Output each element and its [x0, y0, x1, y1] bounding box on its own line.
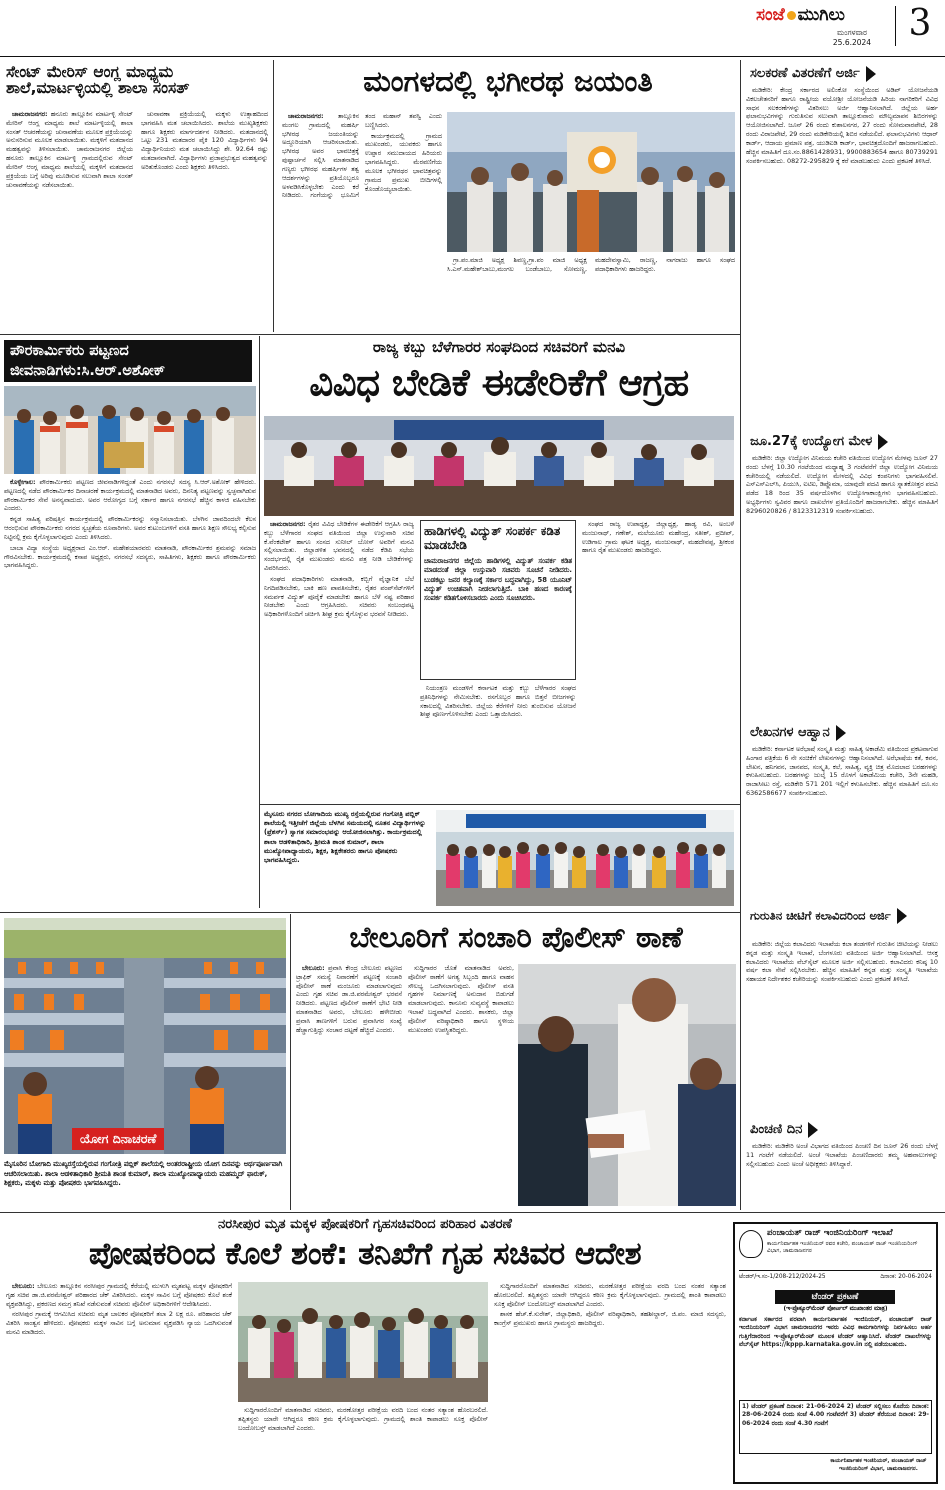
section-rule: [260, 804, 740, 805]
yoga-day-photo-illustration: [4, 918, 286, 1154]
column-rule: [290, 914, 291, 1210]
yoga-label: ಯೋಗ ದಿನಾಚರಣೆ: [72, 1128, 164, 1150]
tender-ref: ಟೆಂಡರ್/ಇ.ಸಂ-1/208-212/2024-25: [739, 1274, 826, 1280]
pourakarmika-photo: [4, 386, 256, 474]
paragraph: ರೈತರ ವಿವಿಧ ಬೇಡಿಕೆಗಳ ಈಡೇರಿಕೆಗೆ ಆಗ್ರಹಿಸಿ ರಾಜ್ಯ ಕಬ್ಬು ಬೆಳೆಗಾರರ ಸಂಘದ ವತಿಯಿಂದ ಜಿಲ್ಲಾ ಉಸ್ತುವಾರಿ ಸಚಿವ ಕೆ.ವೆಂಕಟೇಶ್ ಹಾಗೂ ಸಂಸದ ಸುನೀಲ್ ಬೋಸ್ ಅವರಿಗೆ ಮನವಿ ಸಲ್ಲಿಸಲಾಯಿತು. ಜಿಲ್ಲಾಡಳಿತ ಭವನದಲ್ಲಿ ನಡೆದ ಕೆಡಿಪಿ ಸಭೆಯ ಸಂದರ್ಭದಲ್ಲಿ ರೈತ ಮುಖಂಡರು ಮನವಿ ಪತ್ರ ನೀಡಿ ಬೇಡಿಕೆಗಳನ್ನು ವಿವರಿಸಿದರು.: [264, 520, 414, 573]
yoga-photo: [4, 918, 286, 1154]
paragraph: ಪ್ರವಾಸಿ ಕೇಂದ್ರ ಬೇಲೂರು ಪಟ್ಟಣದ ಟ್ರಾಫಿಕ್ ಸಮಸ್ಯೆ ನಿವಾರಣೆಗೆ ಪಟ್ಟಣಕ್ಕೆ ಸಂಚಾರಿ ಪೊಲೀಸ್ ಠಾಣೆ ಮಂಜೂರು ಮಾಡಲಾಗುವುದು ಎಂದು ಗೃಹ ಸಚಿವ ಡಾ.ಜಿ.ಪರಮೇಶ್ವರ್ ಭರವಸೆ ನೀಡಿದರು. ಪಟ್ಟಣದ ಪೊಲೀಸ್ ಠಾಣೆಗೆ ಭೇಟಿ ನೀಡಿ ಮಾತನಾಡಿದ ಅವರು, ಬೇಲೂರು ಹಳೇಬೀಡು ಪ್ರವಾಸಿ ತಾಣಗಳಿಗೆ ಬರುವ ಪ್ರವಾಸಿಗರ ಸಂಖ್ಯೆ ಹೆಚ್ಚಾಗುತ್ತಿದ್ದು ಸಂಚಾರ ದಟ್ಟಣೆ ಹೆಚ್ಚಿದೆ ಎಂದರು.: [296, 964, 402, 1034]
sidebar-job-fair-body: ಮಡಿಕೇರಿ: ಜಿಲ್ಲಾ ಉದ್ಯೋಗ ವಿನಿಮಯ ಕಚೇರಿ ವತಿಯಿಂದ ಉದ್ಯೋಗ ಮೇಳವು ಜೂನ್ 27 ರಂದು ಬೆಳಗ್ಗೆ 10.30 ಗಂಟೆಯಿಂದ ಮಧ್ಯಾಹ್ನ 3 ಗಂಟೆವರೆಗೆ ಜಿಲ್ಲಾ ಉದ್ಯೋಗ ವಿನಿಮಯ ಕಚೇರಿಯಲ್ಲಿ ನಡೆಯಲಿದೆ. ಉದ್ಯೋಗ ಮೇಳದಲ್ಲಿ ವಿವಿಧ ಕಂಪನಿಗಳು ಭಾಗವಹಿಸಲಿವೆ. ಎಸ್‌ಎಸ್‌ಎಲ್‌ಸಿ, ಪಿಯುಸಿ, ಐಟಿಐ, ಡಿಪ್ಲೊಮಾ, ಯಾವುದೇ ಪದವಿ ಹಾಗೂ ಸ್ನಾತಕೋತ್ತರ ಪದವಿ ಪಡೆದ 18 ರಿಂದ 35 ವರ್ಷದೊಳಗಿನ ಉದ್ಯೋಗಾಕಾಂಕ್ಷಿಗಳು ಭಾಗವಹಿಸಬಹುದು. ಅಭ್ಯರ್ಥಿಗಳು ಸ್ವವಿವರ ಹಾಗೂ ದಾಖಲೆಗಳ ಪ್ರತಿಯೊಂದಿಗೆ ಹಾಜರಾಗಬೇಕು. ಹೆಚ್ಚಿನ ಮಾಹಿತಿಗೆ 8296020826 / 8123312319 ಸಂಪರ್ಕಿಸಬಹುದು.: [746, 454, 938, 515]
belur-police-photo: [518, 964, 736, 1206]
headline-inverse: ಪೌರಕಾರ್ಮಿಕರು ಪಟ್ಟಣದ ಜೀವನಾಡಿಗಳು:ಸಿ.ಆರ್.ಅಶೋಕ್: [4, 340, 252, 382]
paragraph: ಪೌರಕಾರ್ಮಿಕರು ಪಟ್ಟಣದ ಜೀವನಾಡಿಗಳಿದ್ದಂತೆ ಎಂದು ನಗರಸಭೆ ಸದಸ್ಯ ಸಿ.ಆರ್.ಅಶೋಕ್ ಹೇಳಿದರು. ಪಟ್ಟಣದಲ್ಲಿ ನಡೆದ ಪೌರಕಾರ್ಮಿಕರ ದಿನಾಚರಣೆ ಕಾರ್ಯಕ್ರಮದಲ್ಲಿ ಮಾತನಾಡಿದ ಅವರು, ದಿನನಿತ್ಯ ಪಟ್ಟಣವನ್ನು ಸ್ವಚ್ಛವಾಗಿಡುವ ಪೌರಕಾರ್ಮಿಕರ ಸೇವೆ ಅನನ್ಯವಾದುದು. ಅವರ ಆರೋಗ್ಯದ ಬಗ್ಗೆ ಸರ್ಕಾರ ಹಾಗೂ ನಗರಸಭೆ ಹೆಚ್ಚಿನ ಕಾಳಜಿ ವಹಿಸಬೇಕು ಎಂದರು.: [4, 478, 256, 513]
tender-date: ದಿನಾಂಕ: 20-06-2024: [880, 1274, 932, 1280]
compensation-event-photo-illustration: [238, 1282, 488, 1402]
sidebar-heading-articles: ಲೇಖನಗಳ ಆಹ್ವಾನ: [746, 723, 938, 743]
tender-notice: [733, 1222, 938, 1484]
minister-inspection-photo-illustration: [518, 964, 736, 1206]
mysuru-school-caption: ಮೈಸೂರು ನಗರದ ಬೋಗಾದಿಯ ಮುಖ್ಯ ರಸ್ತೆಯಲ್ಲಿರುವ ಗಂಗೋತ್ರಿ ಪಬ್ಲಿಕ್ ಶಾಲೆಯಲ್ಲಿ ಇತ್ತೀಚೆಗೆ ಜಿಲ್ಲೆಯ ಬೆಳಗಿನ ಸಮಯದಲ್ಲಿ ನೂತನ ವಿದ್ಯಾರ್ಥಿಗಳನ್ನು (ಫ್ರೆಶರ್ಸ್‌) ಸ್ವಾಗತ ಸಮಾರಂಭವನ್ನು ಆಯೋಜಿಸಲಾಗಿತ್ತು. ಕಾರ್ಯಕ್ರಮದಲ್ಲಿ ಶಾಲಾ ಆಡಳಿತಾಧಿಕಾರಿ, ಶ್ರೀಮತಿ ಶಾಂತ ಕುಮಾರ್, ಶಾಲಾ ಮುಖ್ಯೋಪಾಧ್ಯಾಯರು, ಶಿಕ್ಷಕ, ಶಿಕ್ಷಕೇತರರು ಹಾಗೂ ಪೋಷಕರು ಭಾಗವಹಿಸಿದ್ದರು.: [264, 810, 432, 904]
paragraph: ಕಾರ್ಯಕ್ರಮದಲ್ಲಿ ಗ್ರಾಮದ ಮುಖಂಡರು, ಯುವಕರು ಹಾಗೂ ಉಪ್ಪಾರ ಸಮುದಾಯದ ಹಿರಿಯರು ಭಾಗವಹಿಸಿದ್ದರು. ಮೆರವಣಿಗೆಯ ಮೂಲಕ ಭಗೀರಥರ ಭಾವಚಿತ್ರವನ್ನು ಗ್ರಾಮದ ಪ್ರಮುಖ ಬೀದಿಗಳಲ್ಲಿ ಕೊಂಡೊಯ್ಯಲಾಯಿತು.: [365, 131, 442, 193]
belur-police-headline: ಬೇಲೂರಿಗೆ ಸಂಚಾರಿ ಪೊಲೀಸ್ ಠಾಣೆ: [349, 920, 683, 954]
section-rule: [0, 1212, 945, 1213]
brand-mugilu: ಮುಗಿಲು: [797, 5, 845, 25]
sidebar-artist-id-body: ಮಡಿಕೇರಿ: ಜಿಲ್ಲೆಯ ಕಲಾವಿದರು ಇಲಾಖೆಯ ಕಲಾ ತಂಡಗಳಿಗೆ ಗುರುತಿನ ಚೀಟಿಯನ್ನು ನೀಡಲು ಕನ್ನಡ ಮತ್ತು ಸಂಸ್ಕೃತಿ ಇಲಾಖೆ, ಬೆಂಗಳೂರು ವತಿಯಿಂದ ಅರ್ಜಿ ಆಹ್ವಾನಿಸಲಾಗಿದೆ. ಆಸಕ್ತ ಕಲಾವಿದರು ಇಲಾಖೆಯ ವೆಬ್‌ಸೈಟ್ ಮೂಲಕ ಅರ್ಜಿ ಸಲ್ಲಿಸಬಹುದು. ಕಲಾವಿದರು ಕನಿಷ್ಠ 10 ವರ್ಷ ಕಲಾ ಸೇವೆ ಸಲ್ಲಿಸಿರಬೇಕು. ಹೆಚ್ಚಿನ ಮಾಹಿತಿಗೆ ಕನ್ನಡ ಮತ್ತು ಸಂಸ್ಕೃತಿ ಇಲಾಖೆಯ ಸಹಾಯಕ ನಿರ್ದೇಶಕರ ಕಚೇರಿಯನ್ನು ಸಂಪರ್ಕಿಸಬಹುದು ಎಂದು ಪ್ರಕಟಣೆ ತಿಳಿಸಿದೆ.: [746, 940, 938, 984]
dateline: ಚಾಮರಾಜನಗರ:: [12, 110, 48, 118]
sugarcane-body-mid: [420, 684, 576, 798]
paragraph: ಗ್ರಾ.ಪಂ.ಮಾಜಿ ಅಧ್ಯಕ್ಷ ಶಿವಣ್ಣ,ಗ್ರಾ.ಪಂ ಮಾಜಿ ಅಧ್ಯಕ್ಷ ಸಿ.ಎಸ್.ಮಹೇಶ್‌ಬಾಬು,ಮಂಗಲ ಬಂಡೆಬಾಬು, ಸೋಮಣ್ಣ, ಮಹದೇವಸ್ವಾಮಿ, ರಾಜಣ್ಣ, ನಾಗರಾಜು ಹಾಗೂ ಸಂಘದ ಪದಾಧಿಕಾರಿಗಳು ಹಾಜರಿದ್ದರು.: [447, 256, 735, 273]
sidebar-articles-body: ಮಡಿಕೇರಿ: ಕರ್ನಾಟಕ ಅರೆಭಾಷೆ ಸಂಸ್ಕೃತಿ ಮತ್ತು ಸಾಹಿತ್ಯ ಅಕಾಡೆಮಿ ವತಿಯಿಂದ ಪ್ರಕಟವಾಗುವ ಹಿಂಗಾರ ಪತ್ರಿಕೆಯ 6 ನೇ ಸಂಚಿಕೆಗೆ ಲೇಖನಗಳನ್ನು ಆಹ್ವಾನಿಸಲಾಗಿದೆ. ಅರೆಭಾಷೆಯ ಕತೆ, ಕವನ, ಲೇಖನ, ಹನಿಗವನ, ಜಾನಪದ, ಸಂಸ್ಕೃತಿ, ಕಲೆ, ಸಾಹಿತ್ಯ, ವ್ಯಕ್ತಿ ಚಿತ್ರ ಮೊದಲಾದ ಬರಹಗಳನ್ನು ಕಳುಹಿಸಬಹುದು. ಬರಹಗಳನ್ನು ಜುಲೈ 15 ರೊಳಗೆ ಅಕಾಡೆಮಿಯ ಕಚೇರಿ, 3ನೇ ಮಹಡಿ, ರಾಜಾಸೀಟು ರಸ್ತೆ, ಮಡಿಕೇರಿ 571 201 ಇಲ್ಲಿಗೆ ಕಳುಹಿಸಬೇಕು. ಹೆಚ್ಚಿನ ಮಾಹಿತಿಗೆ ದೂ.ಸಂ 6362586677 ಸಂಪರ್ಕಿಸಬಹುದು.: [746, 745, 938, 798]
tender-org: ಪಂಚಾಯತ್ ರಾಜ್ ಇಂಜಿನಿಯರಿಂಗ್ ಇಲಾಖೆ: [767, 1228, 893, 1238]
sidebar-heading-job-fair: ಜೂ.27ಕ್ಕೆ ಉದ್ಯೋಗ ಮೇಳ: [746, 432, 938, 452]
paragraph: ತಾಲ್ಲೂಕಿನ ಮಂಗಲ ಗ್ರಾಮದಲ್ಲಿ ಮಹರ್ಷಿ ಭಗೀರಥ ಜಯಂತಿಯನ್ನು ಅದ್ದೂರಿಯಾಗಿ ಆಚರಿಸಲಾಯಿತು. ಭಗೀರಥ ಅವರ ಭಾವಚಿತ್ರಕ್ಕೆ ಪುಷ್ಪಾರ್ಚನೆ ಸಲ್ಲಿಸಿ ಮಾತನಾಡಿದ ಗಣ್ಯರು ಭಗೀರಥ ಮಹರ್ಷಿಗಳ ತತ್ವ ಆದರ್ಶಗಳನ್ನು ಪ್ರತಿಯೊಬ್ಬರೂ ಅಳವಡಿಸಿಕೊಳ್ಳಬೇಕು ಎಂದು ಕರೆ ನೀಡಿದರು. ಗಂಗೆಯನ್ನು ಭೂಮಿಗೆ ತಂದ ಮಹಾನ್ ತಪಸ್ವಿ ಎಂದು ಬಣ್ಣಿಸಿದರು.: [282, 112, 442, 200]
tender-notice-title: ಟೆಂಡರ್ ಪ್ರಕಟಣೆ: [775, 1290, 895, 1304]
dateline: ಚಾಮರಾಜನಗರ:: [288, 112, 324, 120]
dateline: ಚಾಮರಾಜನಗರ:: [270, 520, 306, 528]
triangle-marker-icon: [836, 725, 846, 741]
masthead-divider: [895, 6, 896, 46]
paragraph: ಬೇಲೂರು ತಾಲ್ಲೂಕಿನ ನರಸೀಪುರ ಗ್ರಾಮದಲ್ಲಿ ಕೆರೆಯಲ್ಲಿ ಮುಳುಗಿ ಮೃತಪಟ್ಟ ಮಕ್ಕಳ ಪೋಷಕರಿಗೆ ಗೃಹ ಸಚಿವ ಡಾ.ಜಿ.ಪರಮೇಶ್ವರ್ ಪರಿಹಾರದ ಚೆಕ್ ವಿತರಿಸಿದರು. ಮಕ್ಕಳ ಸಾವಿನ ಬಗ್ಗೆ ಪೋಷಕರು ಕೊಲೆ ಶಂಕೆ ವ್ಯಕ್ತಪಡಿಸಿದ್ದು, ಪ್ರಕರಣದ ಸಮಗ್ರ ತನಿಖೆ ನಡೆಸುವಂತೆ ಸಚಿವರು ಪೊಲೀಸ್ ಅಧಿಕಾರಿಗಳಿಗೆ ಆದೇಶಿಸಿದರು.: [6, 1282, 232, 1308]
brand-logo: [756, 4, 886, 26]
paragraph: ಶಾಸಕ ಹೆಚ್.ಕೆ.ಸುರೇಶ್, ಜಿಲ್ಲಾಧಿಕಾರಿ, ಪೊಲೀಸ್ ವರಿಷ್ಠಾಧಿಕಾರಿ, ತಹಶೀಲ್ದಾರ್, ಜಿ.ಪಂ. ಮಾಜಿ ಸದಸ್ಯರು, ಕಾಂಗ್ರೆಸ್ ಪ್ರಮುಖರು ಹಾಗೂ ಗ್ರಾಮಸ್ಥರು ಹಾಜರಿದ್ದರು.: [494, 1310, 726, 1328]
page-number: 3: [908, 3, 932, 44]
bhagiratha-photo: [447, 112, 735, 252]
narasipura-body-left: [6, 1282, 232, 1486]
tender-office: ಕಾರ್ಯನಿರ್ವಾಹಕ ಇಂಜಿನಿಯರ್ ರವರ ಕಚೇರಿ, ಪಂಚಾಯತ್ ರಾಜ್ ಇಂಜಿನಿಯರಿಂಗ್ ವಿಭಾಗ, ಚಾಮರಾಜನಗರ: [767, 1241, 918, 1255]
triangle-marker-icon: [878, 434, 888, 450]
bhagiratha-body: [282, 112, 442, 326]
paragraph: ಹನೂರು ತಾಲ್ಲೂಕಿನ ಮಾರ್ಟಳ್ಳಿ ಸೇಂಟ್ ಮೇರಿಸ್ ಆಂಗ್ಲ ಮಾಧ್ಯಮ ಶಾಲೆ ಮಾರ್ಟಳ್ಳಿಯಲ್ಲಿ ಶಾಲಾ ಸಂಸತ್ ಆಚರಣೆಯನ್ನು ಚುನಾವಣೆಯ ಮೂಲಕ ಪ್ರಕ್ರಿಯೆಯನ್ನು ಅನುಸರಿಸುವ ಮೂಲಕ ಮಾಡಲಾಯಿತು. ಮಕ್ಕಳಿಗೆ ಮತದಾನದ ಮಹತ್ವವನ್ನು ತಿಳಿಸಲಾಯಿತು. ಚಾಮರಾಜನಗರ ಜಿಲ್ಲೆಯ ಹನೂರು ತಾಲ್ಲೂಕಿನ ಮಾರ್ಟಳ್ಳಿ ಗ್ರಾಮದಲ್ಲಿರುವ ಸೇಂಟ್ ಮೇರಿಸ್ ಆಂಗ್ಲ ಮಾಧ್ಯಮ ಶಾಲೆಯಲ್ಲಿ ಮಕ್ಕಳಿಗೆ ಮತದಾನದ ಪ್ರಕ್ರಿಯೆಯ ಬಗ್ಗೆ ಅರಿವು ಮೂಡಿಸುವ ಸಲುವಾಗಿ ಶಾಲಾ ಸಂಸತ್ ಚುನಾವಣೆಯನ್ನು ನಡೆಸಲಾಯಿತು.: [6, 110, 133, 189]
masthead-date: 25.6.2024: [832, 38, 872, 47]
power-cut-headline: ಹಾಡಿಗಳಲ್ಲಿ ವಿದ್ಯುತ್ ಸಂಪರ್ಕ ಕಡಿತ ಮಾಡಬೇಡಿ: [424, 524, 561, 553]
column-rule: [259, 336, 260, 908]
narasipura-headline: ಪೋಷಕರಿಂದ ಕೊಲೆ ಶಂಕೆ: ತನಿಖೆಗೆ ಗೃಹ ಸಚಿವರ ಆದೇಶ: [88, 1236, 642, 1272]
pourakarmika-headline: [4, 340, 256, 384]
group-photo-illustration: [447, 112, 735, 252]
pourakarmika-body: [4, 478, 256, 906]
paragraph: ಸಂಘದ ಪದಾಧಿಕಾರಿಗಳು ಮಾತನಾಡಿ, ಕಬ್ಬಿಗೆ ವೈಜ್ಞಾನಿಕ ಬೆಲೆ ನಿಗದಿಪಡಿಸಬೇಕು, ಬಾಕಿ ಹಣ ಪಾವತಿಸಬೇಕು, ರೈತರ ಪಂಪ್‌ಸೆಟ್‌ಗಳಿಗೆ ಸಮರ್ಪಕ ವಿದ್ಯುತ್ ಪೂರೈಕೆ ಮಾಡಬೇಕು ಹಾಗೂ ಬೆಳೆ ನಷ್ಟ ಪರಿಹಾರ ನೀಡಬೇಕು ಎಂದು ಆಗ್ರಹಿಸಿದರು. ಸಚಿವರು ಸಂಬಂಧಪಟ್ಟ ಅಧಿಕಾರಿಗಳೊಂದಿಗೆ ಚರ್ಚಿಸಿ ಶೀಘ್ರ ಕ್ರಮ ಕೈಗೊಳ್ಳುವ ಭರವಸೆ ನೀಡಿದರು.: [264, 574, 414, 619]
paragraph: ಚುನಾವಣಾ ಪ್ರಕ್ರಿಯೆಯಲ್ಲಿ ಮಕ್ಕಳು ಉತ್ಸಾಹದಿಂದ ಭಾಗವಹಿಸಿ ಮತ ಚಲಾಯಿಸಿದರು. ಶಾಲೆಯ ಮುಖ್ಯಶಿಕ್ಷಕರು ಹಾಗೂ ಶಿಕ್ಷಕರು ಮಾರ್ಗದರ್ಶನ ನೀಡಿದರು. ಮತದಾನದಲ್ಲಿ ಒಟ್ಟು 231 ಮತದಾರರ ಪೈಕಿ 120 ವಿದ್ಯಾರ್ಥಿಗಳು 94 ವಿದ್ಯಾರ್ಥಿನಿಯರು ಮತ ಚಲಾಯಿಸಿದ್ದು ಶೇ. 92.64 ರಷ್ಟು ಮತದಾನವಾಗಿದೆ. ವಿದ್ಯಾರ್ಥಿಗಳು ಪ್ರಜಾಪ್ರಭುತ್ವದ ಮಹತ್ವವನ್ನು ಅರಿತುಕೊಂಡರು ಎಂದು ಶಿಕ್ಷಕರು ತಿಳಿಸಿದರು.: [141, 110, 268, 171]
masthead-day: ಮಂಗಳವಾರ: [836, 28, 867, 37]
tender-header: [739, 1228, 932, 1268]
narasipura-kicker: ನರಸೀಪುರ ಮೃತ ಮಕ್ಕಳ ಪೋಷಕರಿಗೆ ಗೃಹಸಚಿವರಿಂದ ಪರಿಹಾರ ವಿತರಣೆ: [218, 1217, 512, 1232]
section-rule: [0, 334, 740, 335]
sun-icon: [787, 11, 796, 20]
narasipura-photo: [238, 1282, 488, 1402]
sugarcane-body-right: [582, 520, 734, 798]
paragraph: ಸುದ್ದಿಗಾರರ ಜೊತೆ ಮಾತನಾಡಿದ ಅವರು, ಪೊಲೀಸ್ ಠಾಣೆಗೆ ಅಗತ್ಯ ಸಿಬ್ಬಂದಿ ಹಾಗೂ ವಾಹನ ಸೌಲಭ್ಯ ಒದಗಿಸಲಾಗುವುದು. ಪೊಲೀಸ್ ವಸತಿ ಗೃಹಗಳ ನಿರ್ಮಾಣಕ್ಕೆ ಅನುದಾನ ಬಿಡುಗಡೆ ಮಾಡಲಾಗುವುದು. ಕಾನೂನು ಸುವ್ಯವಸ್ಥೆ ಕಾಪಾಡಲು ಇಲಾಖೆ ಬದ್ಧವಾಗಿದೆ ಎಂದರು. ಶಾಸಕರು, ಜಿಲ್ಲಾ ಪೊಲೀಸ್ ವರಿಷ್ಠಾಧಿಕಾರಿ ಹಾಗೂ ಸ್ಥಳೀಯ ಮುಖಂಡರು ಉಪಸ್ಥಿತರಿದ್ದರು.: [408, 964, 514, 1034]
column-rule: [273, 60, 274, 332]
paragraph: ನರಸೀಪುರ ಗ್ರಾಮಕ್ಕೆ ಆಗಮಿಸಿದ ಸಚಿವರು ಮೃತ ಬಾಲಕರ ಪೋಷಕರಿಗೆ ತಲಾ 2 ಲಕ್ಷ ರೂ. ಪರಿಹಾರದ ಚೆಕ್ ವಿತರಿಸಿ ಸಾಂತ್ವನ ಹೇಳಿದರು. ಪೋಷಕರು ಮಕ್ಕಳ ಸಾವಿನ ಬಗ್ಗೆ ಅನುಮಾನ ವ್ಯಕ್ತಪಡಿಸಿ ನ್ಯಾಯ ಒದಗಿಸುವಂತೆ ಮನವಿ ಮಾಡಿದರು.: [6, 1310, 232, 1337]
sidebar-heading-pension: ಪಿಂಚಣಿ ದಿನ: [746, 1120, 938, 1140]
sugarcane-headline: ವಿವಿಧ ಬೇಡಿಕೆ ಈಡೇರಿಕೆಗೆ ಆಗ್ರಹ: [309, 361, 689, 404]
sidebar-equipment-body: ಮಡಿಕೇರಿ: ಕೇಂದ್ರ ಸರ್ಕಾರದ ಅಲಿಂಕೋ ಸಂಸ್ಥೆಯಿಂದ ಅಡಿಪ್ ಯೋಜನೆಯಡಿ ವಿಕಲಚೇತನರಿಗೆ ಹಾಗೂ ರಾಷ್ಟ್ರೀಯ ವಯೋಶ್ರೀ ಯೋಜನೆಯಡಿ ಹಿರಿಯ ನಾಗರಿಕರಿಗೆ ವಿವಿಧ ಸಾಧನ ಸಲಕರಣೆಗಳನ್ನು ವಿತರಿಸಲು ಅರ್ಜಿ ಆಹ್ವಾನಿಸಲಾಗಿದೆ. ಜಿಲ್ಲೆಯ ಅರ್ಹ ಫಲಾನುಭವಿಗಳನ್ನು ಗುರುತಿಸುವ ಸಲುವಾಗಿ ತಾಲ್ಲೂಕುವಾರು ಮೌಲ್ಯಮಾಪನ ಶಿಬಿರಗಳನ್ನು ಆಯೋಜಿಸಲಾಗಿದೆ. ಜೂನ್ 26 ರಂದು ಕುಶಾಲನಗರ, 27 ರಂದು ಸೋಮವಾರಪೇಟೆ, 28 ರಂದು ವಿರಾಜಪೇಟೆ, 29 ರಂದು ಮಡಿಕೇರಿಯಲ್ಲಿ ಶಿಬಿರ ನಡೆಯಲಿದೆ. ಫಲಾನುಭವಿಗಳು ಆಧಾರ್ ಕಾರ್ಡ್, ಆದಾಯ ಪ್ರಮಾಣ ಪತ್ರ, ಯುಡಿಐಡಿ ಕಾರ್ಡ್, ಭಾವಚಿತ್ರದೊಂದಿಗೆ ಹಾಜರಾಗಬಹುದು. ಹೆಚ್ಚಿನ ಮಾಹಿತಿಗೆ ದೂ.ಸಂ.8861428931, 9900883654 ಹಾಗೂ 80739291 ಸಂಪರ್ಕಿಸಬಹುದು. 08272-295829 ಕ್ಕೆ ಕರೆ ಮಾಡಬಹುದು ಎಂದು ಪ್ರಕಟಣೆ ತಿಳಿಸಿದೆ.: [746, 86, 938, 165]
narasipura-body-mid: [238, 1406, 488, 1486]
students-group-photo-illustration: [436, 810, 734, 906]
dateline: ಬೇಲೂರು:: [12, 1282, 35, 1290]
bhagiratha-body-right: [447, 256, 735, 328]
sugarcane-meeting-photo: [264, 416, 734, 516]
paragraph: ಸುದ್ದಿಗಾರರೊಂದಿಗೆ ಮಾತನಾಡಿದ ಸಚಿವರು, ಮರಣೋತ್ತರ ಪರೀಕ್ಷೆಯ ವರದಿ ಬಂದ ನಂತರ ಸತ್ಯಾಂಶ ಹೊರಬರಲಿದೆ. ತಪ್ಪಿತಸ್ಥರು ಯಾರೇ ಆಗಿದ್ದರೂ ಕಠಿಣ ಕ್ರಮ ಕೈಗೊಳ್ಳಲಾಗುವುದು. ಗ್ರಾಮದಲ್ಲಿ ಶಾಂತಿ ಕಾಪಾಡಲು ಸೂಕ್ತ ಪೊಲೀಸ್ ಬಂದೋಬಸ್ತ್ ಮಾಡಲಾಗಿದೆ ಎಂದರು.: [238, 1406, 488, 1432]
triangle-marker-icon: [897, 908, 907, 924]
masthead: [752, 2, 942, 52]
school-parliament-body: [6, 110, 268, 332]
tender-body: ಕರ್ನಾಟಕ ಸರ್ಕಾರದ ಪರವಾಗಿ ಕಾರ್ಯನಿರ್ವಾಹಕ ಇಂಜಿನಿಯರ್, ಪಂಚಾಯತ್ ರಾಜ್ ಇಂಜಿನಿಯರಿಂಗ್ ವಿಭಾಗ ಚಾಮರಾಜನಗರ ಇವರು ವಿವಿಧ ಕಾಮಗಾರಿಗಳನ್ನು ನಿರ್ವಹಿಸಲು ಅರ್ಹ ಗುತ್ತಿಗೆದಾರರಿಂದ ಇ-ಪ್ರೊಕ್ಯೂರ್‌ಮೆಂಟ್ ಮೂಲಕ ಟೆಂಡರ್ ಆಹ್ವಾನಿಸಿದೆ. ಟೆಂಡರ್ ದಾಖಲೆಗಳನ್ನು ವೆಬ್‌ಸೈಟ್ https://kppp.karnataka.gov.in ನಲ್ಲಿ ಪಡೆಯಬಹುದು.: [739, 1316, 932, 1348]
paragraph: ನಿಯಂತ್ರಣ ಮಂಡಳಿಗೆ ಕರ್ನಾಟಕ ಮತ್ತು ಕಬ್ಬು ಬೆಳೆಗಾರರ ಸಂಘದ ಪ್ರತಿನಿಧಿಗಳನ್ನು ನೇಮಿಸಬೇಕು. ರಸಗೊಬ್ಬರ ಹಾಗೂ ಬಿತ್ತನೆ ಬೀಜಗಳನ್ನು ಸಕಾಲದಲ್ಲಿ ವಿತರಿಸಬೇಕು. ಜಿಲ್ಲೆಯ ಕೆರೆಗಳಿಗೆ ನೀರು ತುಂಬಿಸುವ ಯೋಜನೆ ಶೀಘ್ರ ಪೂರ್ಣಗೊಳಿಸಬೇಕು ಎಂದು ಒತ್ತಾಯಿಸಿದರು.: [420, 684, 576, 719]
brand-sanje: ಸಂಜೆ: [756, 5, 785, 25]
dateline: ಬೇಲೂರು:: [302, 964, 325, 972]
section-rule: [0, 912, 740, 913]
narasipura-body-right: [494, 1282, 726, 1486]
power-cut-box: [420, 520, 576, 680]
belur-police-body: [296, 964, 514, 1204]
sugarcane-body-left: [264, 520, 414, 798]
yoga-caption: ಮೈಸೂರಿನ ಬೋಗಾದಿ ಮುಖ್ಯರಸ್ತೆಯಲ್ಲಿರುವ ಗಂಗೋತ್ರಿ ಪಬ್ಲಿಕ್ ಶಾಲೆಯಲ್ಲಿ ಅಂತರರಾಷ್ಟ್ರೀಯ ಯೋಗ ದಿನವನ್ನು ಅರ್ಥಪೂರ್ಣವಾಗಿ ಆಚರಿಸಲಾಯಿತು. ಶಾಲಾ ಆಡಳಿತಾಧಿಕಾರಿ ಶ್ರೀಮತಿ ಶಾಂತ ಕುಮಾರ್, ಶಾಲಾ ಮುಖ್ಯೋಪಾಧ್ಯಾಯರು ಮಹಮ್ಮದ್ ಫಾರುಕ್, ಶಿಕ್ಷಕರು, ಮಕ್ಕಳು ಮತ್ತು ಪೋಷಕರು ಭಾಗವಹಿಸಿದ್ದರು.: [4, 1160, 286, 1206]
tender-subtitle: (ಇ-ಪ್ರೊಕ್ಯೂರ್‌ಮೆಂಟ್ ಪೋರ್ಟಲ್ ಮುಖಾಂತರ ಮಾತ್ರ): [783, 1306, 888, 1312]
sidebar-heading-artist-id: ಗುರುತಿನ ಚೀಟಿಗೆ ಕಲಾವಿದರಿಂದ ಅರ್ಜಿ: [746, 908, 938, 938]
triangle-marker-icon: [866, 66, 876, 82]
sidebar-pension-body: ಮಡಿಕೇರಿ: ಮಡಿಕೇರಿ ಅಂಚೆ ವಿಭಾಗದ ವತಿಯಿಂದ ಪಿಂಚಣಿ ದಿನ ಜೂನ್ 26 ರಂದು ಬೆಳಗ್ಗೆ 11 ಗಂಟೆಗೆ ನಡೆಯಲಿದೆ. ಅಂಚೆ ಇಲಾಖೆಯ ಪಿಂಚಣಿದಾರರು ತಮ್ಮ ಅಹವಾಲುಗಳನ್ನು ಸಲ್ಲಿಸಬಹುದು ಎಂದು ಅಂಚೆ ಅಧೀಕ್ಷಕರು ತಿಳಿಸಿದ್ದಾರೆ.: [746, 1142, 938, 1168]
school-parliament-headline: ಸೇಂಟ್ ಮೇರಿಸ್ ಆಂಗ್ಲ ಮಾಧ್ಯಮ ಶಾಲೆ,ಮಾರ್ಟಳ್ಳಿಯಲ್ಲಿ ಶಾಲಾ ಸಂಸತ್: [6, 63, 190, 98]
paragraph: ಸಂಘದ ರಾಜ್ಯ ಉಪಾಧ್ಯಕ್ಷ, ಜಿಲ್ಲಾಧ್ಯಕ್ಷ, ಹಾಡ್ಯ ರವಿ, ಅಂಬಳೆ ಮಂಜುನಾಥ್, ಗಣೇಶ್, ಮಲೆಯೂರು ಮಹೇಂದ್ರ, ಸತೀಶ್, ಪ್ರದೀಪ್, ಉಡಿಗಾಲ ಗ್ರಾಮ ಘಟಕ ಅಧ್ಯಕ್ಷ, ಮಂಜುನಾಥ್, ಮಹದೇವಪ್ಪ, ಶ್ರೀಕಂಠ ಹಾಗೂ ರೈತ ಮುಖಂಡರು ಹಾಜರಿದ್ದರು.: [582, 520, 734, 555]
dateline: ಕೊಳ್ಳೇಗಾಲ:: [10, 478, 36, 486]
tender-footer: ಕಾರ್ಯನಿರ್ವಾಹಕ ಇಂಜಿನಿಯರ್, ಪಂಚಾಯತ್ ರಾಜ್ ಇಂಜಿನಿಯರಿಂಗ್ ವಿಭಾಗ, ಚಾಮರಾಜನಗರ.: [830, 1458, 927, 1472]
triangle-marker-icon: [808, 1122, 818, 1138]
tender-dates: 1) ಟೆಂಡರ್ ಪ್ರಕಟಣೆ ದಿನಾಂಕ: 21-06-2024 2) ಟೆಂಡರ್ ಸಲ್ಲಿಸಲು ಕೊನೆಯ ದಿನಾಂಕ: 28-06-2024 ರಂದು ಸಂಜೆ 4.00 ಗಂಟೆವರೆಗೆ 3) ಟೆಂಡರ್ ತೆರೆಯುವ ದಿನಾಂಕ: 29-06-2024 ರಂದು ಸಂಜೆ 4.30 ಗಂಟೆಗೆ: [739, 1400, 932, 1454]
government-emblem-icon: [739, 1230, 763, 1258]
sidebar-heading-equipment: ಸಲಕರಣೆ ವಿತರಣೆಗೆ ಅರ್ಜಿ: [746, 64, 938, 84]
paragraph: ಸುದ್ದಿಗಾರರೊಂದಿಗೆ ಮಾತನಾಡಿದ ಸಚಿವರು, ಮರಣೋತ್ತರ ಪರೀಕ್ಷೆಯ ವರದಿ ಬಂದ ನಂತರ ಸತ್ಯಾಂಶ ಹೊರಬರಲಿದೆ. ತಪ್ಪಿತಸ್ಥರು ಯಾರೇ ಆಗಿದ್ದರೂ ಕಠಿಣ ಕ್ರಮ ಕೈಗೊಳ್ಳಲಾಗುವುದು. ಗ್ರಾಮದಲ್ಲಿ ಶಾಂತಿ ಕಾಪಾಡಲು ಸೂಕ್ತ ಪೊಲೀಸ್ ಬಂದೋಬಸ್ತ್ ಮಾಡಲಾಗಿದೆ ಎಂದರು.: [494, 1282, 726, 1308]
paragraph: ಕನ್ನಡ ಸಾಹಿತ್ಯ ಪರಿಷತ್ತಿನ ಕಾರ್ಯಕ್ರಮದಲ್ಲಿ ಪೌರಕಾರ್ಮಿಕರನ್ನು ಸನ್ಮಾನಿಸಲಾಯಿತು. ಬೆಳಗಿನ ಜಾವದಿಂದಲೇ ಕೆಲಸ ಆರಂಭಿಸುವ ಪೌರಕಾರ್ಮಿಕರು ನಗರದ ಸ್ವಚ್ಛತೆಯ ರೂವಾರಿಗಳು. ಅವರ ಕುಟುಂಬಗಳಿಗೆ ವಸತಿ ಹಾಗೂ ಶಿಕ್ಷಣ ಸೌಲಭ್ಯ ಕಲ್ಪಿಸುವ ನಿಟ್ಟಿನಲ್ಲಿ ಕ್ರಮ ಕೈಗೊಳ್ಳಲಾಗುವುದು ಎಂದು ತಿಳಿಸಿದರು.: [4, 515, 256, 541]
power-cut-body: ಚಾಮರಾಜನಗರ ಜಿಲ್ಲೆಯ ಹಾಡಿಗಳಲ್ಲಿ ವಿದ್ಯುತ್ ಸಂಪರ್ಕ ಕಡಿತ ಮಾಡದಂತೆ ಜಿಲ್ಲಾ ಉಸ್ತುವಾರಿ ಸಚಿವರು ಸೂಚನೆ ನೀಡಿದರು. ಬುಡಕಟ್ಟು ಜನರ ಕಲ್ಯಾಣಕ್ಕೆ ಸರ್ಕಾರ ಬದ್ಧವಾಗಿದ್ದು, 58 ಯೂನಿಟ್ ವಿದ್ಯುತ್ ಉಚಿತವಾಗಿ ನೀಡಲಾಗುತ್ತಿದೆ. ಬಾಕಿ ಹಣದ ಕಾರಣಕ್ಕೆ ಸಂಪರ್ಕ ಕಡಿತಗೊಳಿಸಬಾರದು ಎಂದು ಸೂಚಿಸಿದರು.: [424, 556, 572, 603]
column-rule: [740, 60, 741, 1210]
meeting-photo-illustration: [264, 416, 734, 516]
paragraph: ಬಾಬಾ ವಿದ್ಯಾ ಸಂಸ್ಥೆಯ ಅಧ್ಯಕ್ಷರಾದ ಎಂ.ಆರ್. ಮಹೇಶಯಾರವರು ಮಾತನಾಡಿ, ಪೌರಕಾರ್ಮಿಕರ ಶ್ರಮವನ್ನು ಸಮಾಜ ಗೌರವಿಸಬೇಕು. ಕಾರ್ಯಕ್ರಮದಲ್ಲಿ ಕಸಾಪ ಅಧ್ಯಕ್ಷರು, ನಗರಸಭೆ ಸದಸ್ಯರು, ಸಾಹಿತಿಗಳು, ಶಿಕ್ಷಕರು ಹಾಗೂ ಪೌರಕಾರ್ಮಿಕರು ಭಾಗವಹಿಸಿದ್ದರು.: [4, 543, 256, 570]
sugarcane-kicker: ರಾಜ್ಯ ಕಬ್ಬು ಬೆಳೆಗಾರರ ಸಂಘದಿಂದ ಸಚಿವರಿಗೆ ಮನವಿ: [372, 338, 626, 356]
bhagiratha-headline: ಮಂಗಳದಲ್ಲಿ ಭಗೀರಥ ಜಯಂತಿ: [363, 64, 653, 98]
tender-ref-row: [739, 1270, 932, 1290]
felicitation-photo-illustration: [4, 386, 256, 474]
mysuru-school-photo: [436, 810, 734, 906]
masthead-rule: [0, 56, 945, 57]
